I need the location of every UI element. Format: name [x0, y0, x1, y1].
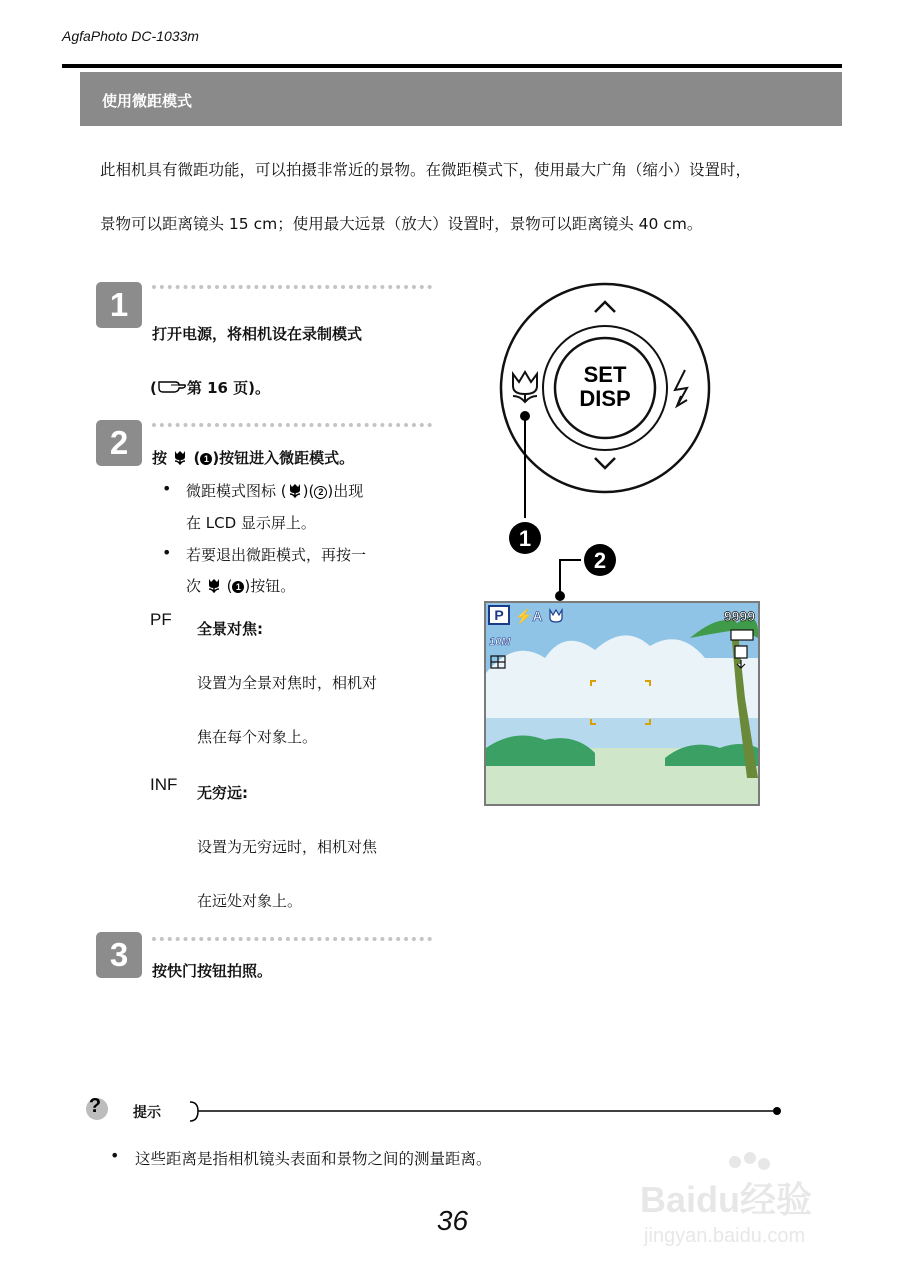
step-1-divider	[152, 285, 432, 289]
macro-flower-icon	[287, 482, 303, 498]
watermark-url: jingyan.baidu.com	[644, 1225, 806, 1247]
lcd-flash-auto: ⚡A	[515, 608, 543, 624]
bullet-1-mid: )(	[302, 482, 315, 500]
lcd-mode-indicator: P	[494, 607, 504, 623]
bullet-1-dot: •	[162, 479, 172, 498]
focus-inf-desc-2: 在远处对象上。	[197, 892, 303, 910]
bullet-2-pre: 次	[186, 577, 202, 595]
focus-pf-desc-2: 焦在每个对象上。	[197, 728, 318, 746]
section-title-bar	[80, 72, 842, 126]
bullet-2-line-1: 若要退出微距模式，再按一	[186, 546, 367, 564]
focus-pf-name: 全景对焦:	[197, 620, 263, 638]
bullet-2-post: )按钮。	[244, 577, 296, 595]
macro-flower-icon	[172, 449, 188, 465]
step-3-badge: 3	[96, 932, 142, 978]
set-label: SET	[583, 362, 627, 387]
callout-1-marker: 1	[200, 453, 212, 465]
bullet-1-line-1	[186, 480, 363, 501]
tip-text: 这些距离是指相机镜头表面和景物之间的测量距离。	[135, 1150, 492, 1168]
lcd-screen	[484, 601, 760, 806]
step-3-divider	[152, 937, 432, 941]
disp-label: DISP	[579, 386, 631, 411]
step-3-text: 按快门按钮拍照。	[152, 962, 273, 980]
svg-text:?: ?	[88, 1095, 102, 1117]
intro-line-1: 此相机具有微距功能，可以拍摄非常近的景物。在微距模式下，使用最大广角（缩小）设置时，	[100, 161, 752, 179]
header-rule	[62, 64, 842, 68]
step-2-divider	[152, 423, 432, 427]
step-1-ref-open: (	[150, 379, 157, 397]
callout-2-anchor	[555, 591, 565, 601]
tip-rule	[190, 1100, 790, 1124]
camera-figure	[475, 278, 765, 813]
control-dial	[501, 284, 709, 492]
focus-pf-desc-1: 设置为全景对焦时，相机对	[197, 674, 378, 692]
section-title: 使用微距模式	[102, 92, 193, 110]
lcd-resolution: 10M	[489, 636, 511, 648]
step-1-badge: 1	[96, 282, 142, 328]
page-number: 36	[436, 1205, 469, 1236]
tip-bullet-dot: •	[110, 1146, 120, 1165]
bullet-2-line-2: 次 ( 1 )按钮。	[186, 577, 296, 595]
question-icon	[82, 1092, 112, 1122]
callout-1-number: 1	[518, 526, 532, 551]
focus-inf-name: 无穷远:	[197, 784, 248, 802]
focus-inf-desc-1: 设置为无穷远时，相机对焦	[197, 838, 378, 856]
bullet-1-post: )出现	[327, 482, 364, 500]
callout-1-marker: 1	[232, 581, 244, 593]
callout-2-marker: 2	[314, 486, 327, 499]
step-2-action: )按钮进入微距模式。	[212, 449, 355, 467]
step-2-text: 按 ( 1 )按钮进入微距模式。	[152, 449, 355, 467]
step-2-badge: 2	[96, 420, 142, 466]
intro-line-2: 景物可以距离镜头 15 cm；使用最大远景（放大）设置时，景物可以距离镜头 40 cm。	[100, 215, 703, 233]
focus-inf-code: INF	[150, 775, 178, 794]
lcd-shots-remaining: 9999	[723, 608, 755, 624]
step-2-press: 按	[152, 449, 168, 467]
step-1-ref	[150, 377, 270, 398]
bullet-1-pre: 微距模式图标 (	[186, 482, 287, 500]
lcd-battery-icon	[731, 630, 753, 640]
callout-2-number: 2	[593, 548, 607, 573]
document-header-model: AgfaPhoto DC-1033m	[62, 28, 199, 44]
bullet-1-line-2: 在 LCD 显示屏上。	[186, 514, 316, 532]
focus-pf-code: PF	[150, 610, 172, 629]
tip-label: 提示	[133, 1105, 161, 1121]
pointing-hand-icon	[157, 379, 187, 395]
baidu-watermark	[640, 1150, 860, 1250]
watermark-brand: Baidu经验	[640, 1179, 813, 1220]
macro-flower-icon	[206, 577, 222, 593]
callout-2-leader	[560, 560, 581, 596]
bullet-2-dot: •	[162, 543, 172, 562]
step-1-text: 打开电源，将相机设在录制模式	[152, 325, 363, 343]
step-1-ref-page: 第 16 页)。	[186, 379, 271, 397]
